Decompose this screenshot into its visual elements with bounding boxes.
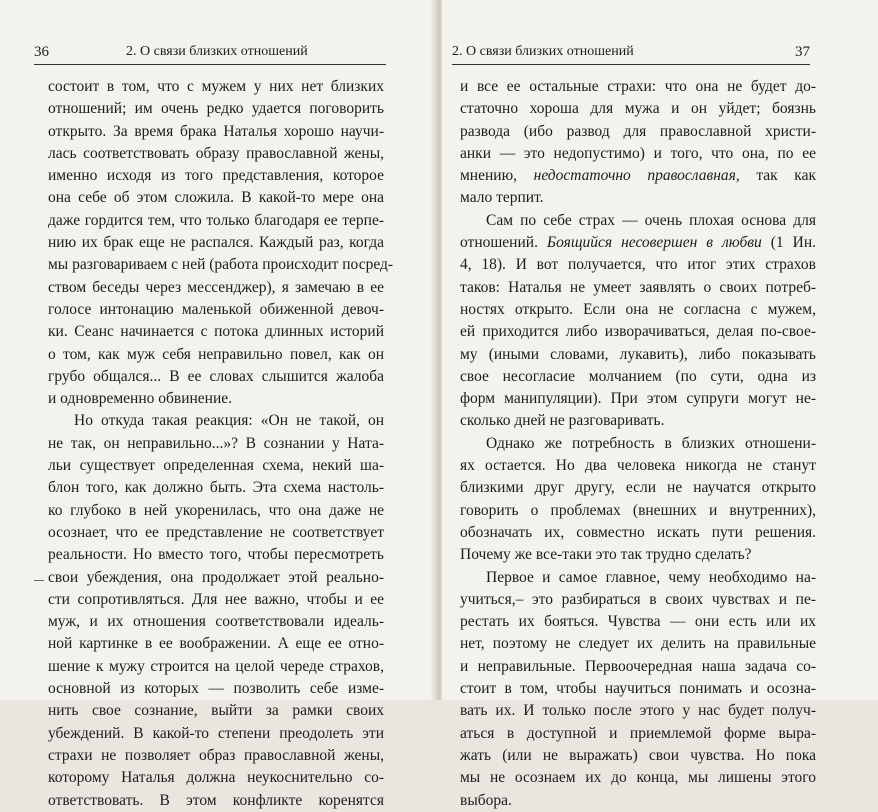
text-line: сти сопротивляться. Для нее важно, чтобы и ее (48, 590, 384, 608)
text-line: Сам по себе страх — очень плохая основа для (486, 211, 816, 229)
line-text: , так как (735, 167, 816, 185)
text-line: развода (ибо развод для православной христи- (460, 122, 816, 140)
text-line: статочно хороша для мужа и он уйдет; боязнь (460, 100, 816, 118)
text-line-with-emphasis (460, 165, 816, 187)
text-line: голосе интонацию маленькой обиженной девоч- (48, 300, 384, 318)
text-line: му (иными словами, лукавить), либо показывать (460, 345, 816, 363)
text-line: грубо общался... В ее словах слышится жалоба (48, 367, 384, 385)
text-line: таков: Наталья не умеет заявлять о своих потреб- (460, 278, 816, 296)
left-page-number: 36 (34, 44, 49, 60)
text-line: мы разговариваем с ней (работа происходит посред- (48, 256, 394, 274)
text-line: анки — это недопустимо) и того, что она, по ее (460, 144, 816, 162)
text-line: она себе об этом сложила. В какой-то мере она (48, 189, 384, 207)
left-page (0, 0, 436, 809)
text-line: основной из которых — позволить себе изме- (48, 680, 384, 698)
right-header-rule (452, 64, 810, 65)
text-line: Первое и самое главное, чему необходимо на- (486, 568, 816, 586)
emphasis-text: Боящийся несовершен в любви (546, 234, 762, 252)
text-line: о том, как муж себя неправильно повел, как он (48, 345, 384, 363)
text-line: которому Наталья должна неукоснительно со- (48, 769, 384, 787)
text-line: нию их брак еще не распался. Каждый раз, когда (48, 234, 384, 252)
text-line: близкими друг другу, если не научатся открыто (460, 479, 816, 497)
text-line: нить свое сознание, выйти за рамки своих (48, 702, 384, 720)
text-line: мало терпит. (460, 189, 544, 207)
margin-mark (34, 580, 44, 581)
line-text: (1 Ин. (761, 234, 816, 252)
text-line: мы не осознаем их до конца, мы лишены этого (460, 769, 816, 787)
text-line: 4, 18). И вот получается, что итог этих страхов (460, 256, 816, 274)
text-line: страхи не позволяет образ православной жены, (48, 746, 384, 764)
right-page (442, 0, 878, 809)
text-line: выбора. (460, 791, 512, 809)
text-line: ей приходится либо изворачиваться, делая по-свое- (460, 323, 816, 341)
line-text: отношений. (460, 234, 547, 252)
text-line: ответствовать. В этом конфликте коренятся (48, 791, 384, 809)
text-line: форм манипуляции). При этом супруги могут не- (460, 390, 816, 408)
text-line: блон того, как должно быть. Эта схема настоль- (48, 479, 384, 497)
text-line: ко глубоко в ней укоренилась, что она даже не (48, 501, 384, 519)
right-page-body (460, 76, 816, 812)
text-line: даже гордится тем, что только благодаря ее терпе- (48, 211, 384, 229)
text-line: свое несогласие молчанием (по сути, одна из (460, 367, 816, 385)
text-line: и неправильные. Первоочередная наша задача со- (460, 657, 816, 675)
text-line: и все ее остальные страхи: что она не будет до- (460, 78, 816, 95)
left-page-body (48, 76, 394, 812)
left-page-header (34, 42, 386, 62)
text-line: жать (или не выражать) свои чувства. Но пока (460, 746, 816, 764)
text-line: отношений; им очень редко удается поговорить (48, 100, 384, 118)
text-line: говорить о проблемах (внешних и внутренних), (460, 501, 816, 519)
text-line: ностях открыто. Если она не согласна с мужем, (460, 300, 816, 318)
right-page-number: 37 (795, 44, 810, 60)
text-line: учиться,– это разбираться в своих чувствах и пе- (460, 590, 816, 608)
text-line: именно исходя из того представления, которое (48, 167, 384, 185)
text-line: и одновременно обвинение. (48, 390, 233, 408)
text-line: обозначать их, совместно искать пути решения. (460, 523, 816, 541)
text-line: открыто. За время брака Наталья хорошо научи- (48, 122, 384, 140)
text-line: рестать их бояться. Чувства — они есть или их (460, 613, 816, 631)
text-line: Почему же все-таки это так трудно сделать? (460, 546, 752, 564)
text-line: свои убеждения, она продолжает этой реально- (48, 568, 384, 586)
right-running-head: 2. О связи близких отношений (452, 44, 634, 59)
text-line: муж, и их отношения соответствовали идеаль- (48, 613, 384, 631)
right-page-header (452, 42, 810, 62)
left-running-head: 2. О связи близких отношений (126, 44, 308, 59)
emphasis-text: недостаточно православная (533, 167, 736, 185)
text-line: не так, он неправильно...»? В сознании у Ната- (48, 434, 384, 452)
left-header-rule (34, 64, 386, 65)
text-line: состоит в том, что с мужем у них нет близких (48, 78, 384, 95)
text-line: аться в доступной и приемлемой форме выра- (460, 724, 816, 742)
text-line: лась соответствовать образу православной жены, (48, 144, 384, 162)
text-line: осознает, что ее представление не соответствует (48, 523, 384, 541)
text-line: ки. Сеанс начинается с потока длинных историй (48, 323, 384, 341)
text-line-with-emphasis (460, 232, 816, 254)
text-line: Однако же потребность в близких отношени- (486, 434, 816, 452)
text-line: ством беседы через мессенджер), я замечаю в ее (48, 278, 384, 296)
text-line: ной картинке в ее воображении. А еще ее отно- (48, 635, 384, 653)
text-line: шение к мужу строится на целой череде страхов, (48, 657, 384, 675)
text-line: ях остается. Но два человека никогда не станут (460, 457, 816, 475)
line-text: мнению, (460, 167, 534, 185)
text-line: стоит в том, чтобы научиться понимать и осозна- (460, 680, 816, 698)
text-line: реальности. Но вместо того, чтобы пересмотреть (48, 546, 384, 564)
text-line: льи существует определенная схема, некий ша- (48, 457, 384, 475)
text-line: нет, поэтому не следует их делить на правильные (460, 635, 816, 653)
text-line: вать их. И только после этого у нас будет получ- (460, 702, 816, 720)
text-line: убеждений. В какой-то степени преодолеть эти (48, 724, 384, 742)
text-line: Но откуда такая реакция: «Он не такой, он (74, 412, 384, 430)
text-line: сколько дней не разговаривать. (460, 412, 665, 430)
